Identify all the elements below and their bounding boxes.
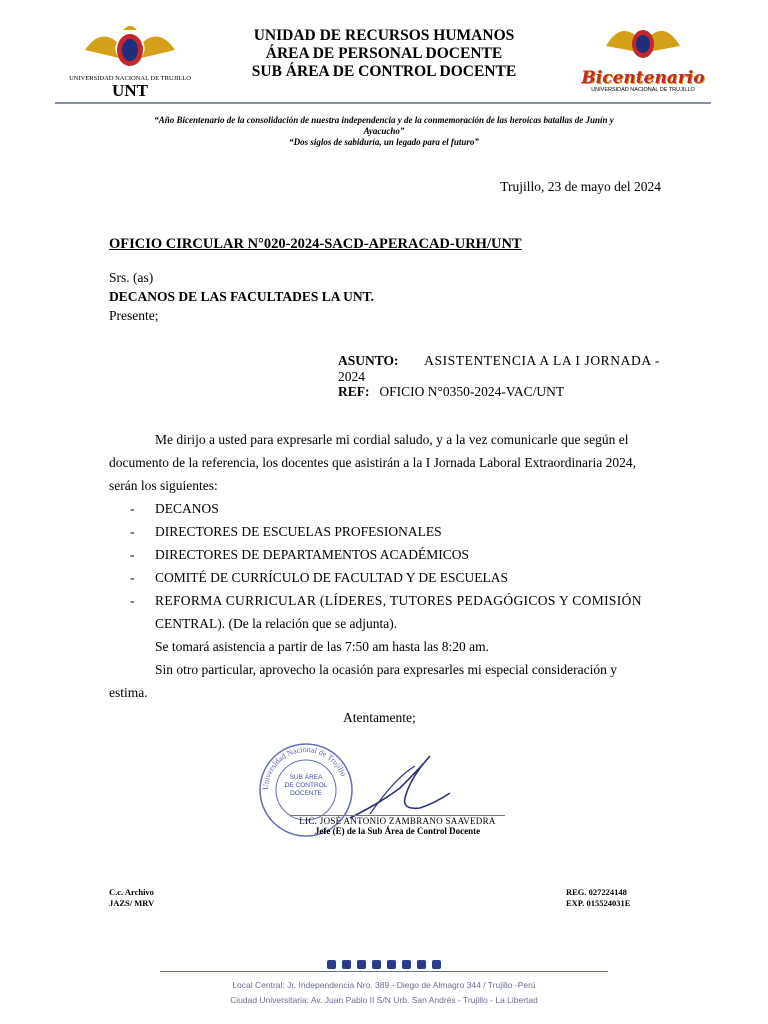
cc-archive: C.c. Archivo — [109, 887, 154, 897]
footer-address-2: Ciudad Universitaria: Av. Juan Pablo II S/N Urb. San Andrés - Trujillo - La Libertad — [230, 995, 538, 1005]
list-item-text: REFORMA CURRICULAR (LÍDERES, TUTORES PEDAGÓGICOS Y COMISIÓN — [155, 593, 642, 608]
unt-logo-acronym: UNT — [112, 81, 148, 100]
place-date: Trujillo, 23 de mayo del 2024 — [500, 179, 661, 194]
footer-address-1: Local Central: Jr. Independencia Nro. 389 - Diego de Almagro 344 / Trujillo -Perú — [232, 980, 536, 990]
ref-label: REF: — [338, 384, 370, 399]
list-item-text: DECANOS — [155, 501, 219, 516]
header-title-line-3: SUB ÁREA DE CONTROL DOCENTE — [251, 63, 517, 80]
bicentenario-logo — [578, 16, 708, 96]
subject-block — [338, 353, 660, 400]
list-item-text: COMITÉ DE CURRÍCULO DE FACULTAD Y DE ESCUELAS — [155, 570, 509, 585]
motto-line-1: “Año Bicentenario de la consolidación de nuestra independencia y de la conmemoración de las heroicas batallas de Junín y — [154, 115, 614, 125]
header-title-line-1: UNIDAD DE RECURSOS HUMANOS — [253, 27, 515, 44]
ref-text: OFICIO N°0350-2024-VAC/UNT — [379, 384, 565, 399]
oficio-number: OFICIO CIRCULAR N°020-2024-SACD-APERACAD-URH/UNT — [109, 236, 522, 252]
asunto-text-cont: 2024 — [338, 368, 365, 384]
motto — [110, 115, 658, 148]
list-item: - DIRECTORES DE DEPARTAMENTOS ACADÉMICOS — [130, 547, 470, 562]
salutation: Srs. (as) — [109, 270, 154, 285]
stamp-line: DE CONTROL — [284, 782, 328, 789]
closing-line-1: Sin otro particular, aprovecho la ocasión para expresarles mi especial consideración y — [155, 662, 618, 677]
initials: JAZS/ MRV — [109, 898, 155, 908]
intro-paragraph — [109, 428, 661, 497]
asunto-label: ASUNTO: — [338, 353, 399, 368]
stamp-line: SUB ÁREA — [289, 774, 323, 781]
twitter-icon[interactable] — [387, 960, 396, 969]
reg-number: REG. 027224148 — [566, 887, 627, 897]
exp-number: EXP. 015524031E — [566, 898, 631, 908]
email-icon[interactable] — [417, 960, 426, 969]
unt-logo-caption: UNIVERSIDAD NACIONAL DE TRUJILLO — [69, 75, 191, 82]
bicentenario-brand: Bicentenario — [581, 68, 705, 88]
stamp-center — [276, 774, 336, 798]
intro-line-1: Me dirijo a usted para expresarle mi cordial saludo, y a la vez comunicarle que según el — [155, 432, 629, 447]
footer-rule — [160, 971, 608, 972]
cc-block — [109, 887, 154, 909]
list-item-text: DIRECTORES DE ESCUELAS PROFESIONALES — [155, 524, 442, 539]
list-item: - DECANOS — [130, 501, 219, 516]
signatory-role: Jefe (E) de la Sub Área de Control Docente — [314, 826, 481, 836]
asunto-text: ASISTENTENCIA A LA I JORNADA - — [424, 353, 660, 368]
closing-line-2: estima. — [109, 685, 148, 700]
list-item-text: DIRECTORES DE DEPARTAMENTOS ACADÉMICOS — [155, 547, 470, 562]
list-item-continuation: CENTRAL). (De la relación que se adjunta). — [155, 616, 398, 631]
addressee-block — [109, 268, 374, 325]
signatory-name: LIC. JOSÉ ANTONIO ZAMBRANO SAAVEDRA — [299, 816, 496, 826]
stamp-line: DOCENTE — [290, 790, 322, 797]
youtube-icon[interactable] — [357, 960, 366, 969]
header-title — [200, 27, 568, 81]
header-title-line-2: ÁREA DE PERSONAL DOCENTE — [265, 45, 503, 62]
tiktok-icon[interactable] — [402, 960, 411, 969]
linkedin-icon[interactable] — [432, 960, 441, 969]
facebook-icon[interactable] — [327, 960, 336, 969]
web-icon[interactable] — [372, 960, 381, 969]
registry-block — [566, 887, 630, 909]
intro-line-2: documento de la referencia, los docentes que asistirán a la I Jornada Laboral Extraordinaria 2024, — [109, 455, 637, 470]
attendance-note: Se tomará asistencia a partir de las 7:50 am hasta las 8:20 am. — [155, 639, 490, 654]
farewell: Atentamente; — [343, 710, 416, 725]
list-item: - COMITÉ DE CURRÍCULO DE FACULTAD Y DE ESCUELAS — [130, 570, 509, 585]
stamp-ring-text: Universidad Nacional de Trujillo — [260, 744, 349, 791]
instagram-icon[interactable] — [342, 960, 351, 969]
condor-crest-icon — [55, 20, 205, 72]
motto-line-2: Ayacucho” — [363, 126, 405, 136]
bicentenario-crest-icon — [578, 16, 708, 64]
signature-block — [290, 815, 505, 836]
header-rule — [55, 102, 711, 104]
presente: Presente; — [109, 308, 159, 323]
list-item: - REFORMA CURRICULAR (LÍDERES, TUTORES PEDAGÓGICOS Y COMISIÓN — [130, 593, 642, 608]
unt-logo — [55, 20, 205, 100]
addressee: DECANOS DE LAS FACULTADES LA UNT. — [109, 289, 375, 304]
intro-line-3: serán los siguientes: — [109, 478, 218, 493]
attendee-list — [130, 497, 660, 681]
motto-line-3: “Dos siglos de sabiduría, un legado para el futuro” — [289, 137, 479, 147]
bicentenario-caption: UNIVERSIDAD NACIONAL DE TRUJILLO — [591, 87, 695, 93]
list-item: - DIRECTORES DE ESCUELAS PROFESIONALES — [130, 524, 442, 539]
